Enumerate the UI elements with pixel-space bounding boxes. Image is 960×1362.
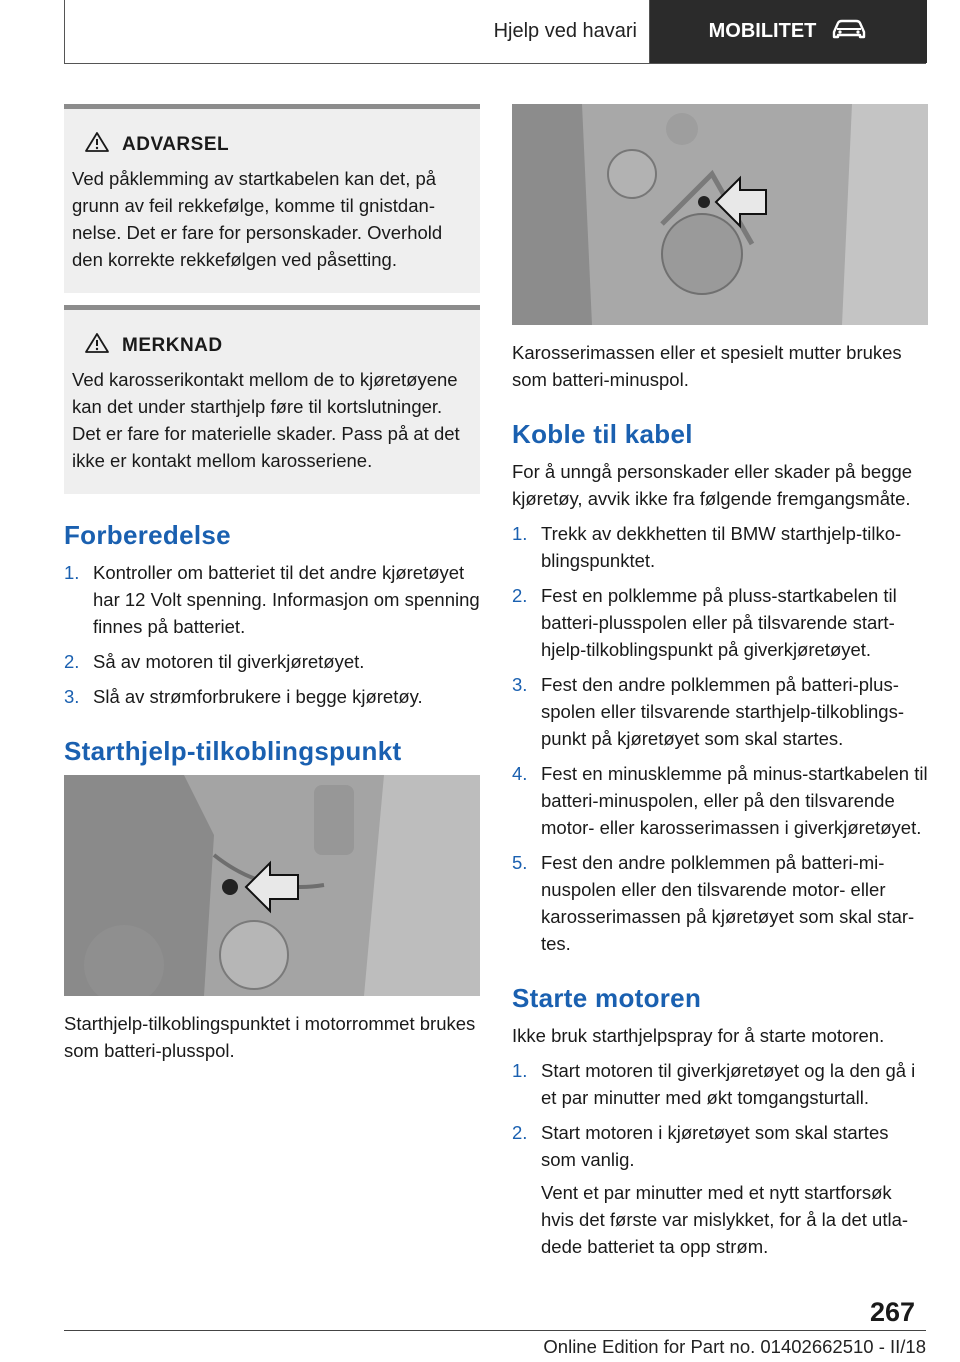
list-item: [64, 683, 480, 710]
step-number: 2.: [64, 651, 80, 672]
page-number: 267: [870, 1297, 916, 1327]
step-text: Fest den andre polklemmen på batteri-plusspolen eller tilsvarende starthjelp-tilkoblingspunkt på kjøretøyet som skal startes.: [541, 674, 904, 749]
list-item: [64, 648, 480, 675]
start-engine-steps: [512, 1057, 928, 1260]
left-column: [64, 104, 480, 1072]
start-engine-intro: Ikke bruk starthjelpspray for å starte motoren.: [512, 1025, 885, 1046]
step-text: Fest den andre polklemmen på batteri-minuspolen eller den tilsvarende motor- eller karosserimassen på kjøretøyet som skal startes.: [541, 852, 915, 954]
warning-header: [72, 131, 472, 159]
section-heading-preparation: Forberedelse: [64, 520, 231, 550]
ground-point-photo: [512, 104, 928, 325]
step-text: Start motoren til giverkjøretøyet og la den gå i et par minutter med økt tomgangsturtall.: [541, 1060, 916, 1108]
footer-divider: [64, 1330, 926, 1331]
list-item: [512, 849, 928, 957]
warning-title: ADVARSEL: [122, 134, 230, 155]
edition-note: Online Edition for Part no. 01402662510 - II/18: [543, 1336, 926, 1357]
list-item: [512, 671, 928, 752]
step-number: 4.: [512, 763, 528, 784]
connect-cable-intro: For å unngå personskader eller skader på begge kjøretøy, avvik ikke fra følgende fremgangsmåte.: [512, 461, 913, 509]
section-heading-start-engine: Starte motoren: [512, 983, 702, 1013]
step-note: Vent et par minutter med et nytt startforsøk hvis det første var mislykket, for å la det utladede batteriet ta opp strøm.: [541, 1182, 909, 1257]
notice-header: [72, 332, 472, 360]
section-heading-connect-cable: Koble til kabel: [512, 419, 693, 449]
step-number: 3.: [64, 686, 80, 707]
list-item: [512, 1057, 928, 1111]
chapter-tab: [650, 0, 927, 63]
step-number: 1.: [64, 562, 80, 583]
engine-bay-photo: [64, 775, 480, 996]
step-number: 1.: [512, 1060, 528, 1081]
page-header: [64, 0, 926, 64]
jump-point-caption: Starthjelp-tilkoblingspunktet i motorrommet brukes som batteri-plusspol.: [64, 1013, 476, 1061]
list-item: [512, 760, 928, 841]
connect-cable-steps: [512, 520, 928, 957]
step-number: 2.: [512, 1122, 528, 1143]
warning-triangle-icon: [84, 332, 110, 360]
section-title: Hjelp ved havari: [65, 0, 650, 63]
step-text: Start motoren i kjøretøyet som skal startes som vanlig.: [541, 1122, 889, 1170]
preparation-steps: [64, 559, 480, 710]
warning-triangle-icon: [84, 131, 110, 159]
step-number: 2.: [512, 585, 528, 606]
list-item: [64, 559, 480, 640]
step-text: Kontroller om batteriet til det andre kjøretøyet har 12 Volt spenning. Informasjon om spenning finnes på batteriet.: [93, 562, 480, 637]
notice-text: Ved karosserikontakt mellom de to kjøretøyene kan det under starthjelp føre til kortslutninger. Det er fare for materielle skader. Pass på at det ikke er kontakt mellom karosseriene.: [72, 369, 460, 471]
chapter-title: MOBILITET: [708, 20, 817, 42]
car-icon: [830, 18, 868, 46]
step-number: 5.: [512, 852, 528, 873]
list-item: [512, 582, 928, 663]
step-text: Så av motoren til giverkjøretøyet.: [93, 651, 365, 672]
warning-text: Ved påklemming av startkabelen kan det, på grunn av feil rekkefølge, komme til gnistdannelse. Det er fare for personskader. Overhold den korrekte rekkefølgen ved påsetting.: [72, 168, 443, 270]
list-item: [512, 1119, 928, 1260]
section-heading-jump-point: Starthjelp-tilkoblingspunkt: [64, 736, 402, 766]
notice-title: MERKNAD: [122, 335, 223, 356]
list-item: [512, 520, 928, 574]
notice-box: [64, 305, 480, 494]
ground-point-caption: Karosserimassen eller et spesielt mutter brukes som batteri-minuspol.: [512, 342, 902, 390]
step-text: Fest en polklemme på pluss-startkabelen til batteri-plusspolen eller på tilsvarende starthjelp-tilkoblingspunkt på giverkjøretøyet.: [541, 585, 897, 660]
step-text: Slå av strømforbrukere i begge kjøretøy.: [93, 686, 423, 707]
step-number: 3.: [512, 674, 528, 695]
step-number: 1.: [512, 523, 528, 544]
step-text: Fest en minusklemme på minus-startkabelen til batteri-minuspolen, eller på den tilsvarende motor- eller karosserimassen i giverkjøretøyet.: [541, 763, 928, 838]
warning-box: [64, 104, 480, 293]
right-column: [512, 104, 928, 1268]
step-text: Trekk av dekkhetten til BMW starthjelp-tilkoblingspunktet.: [541, 523, 902, 571]
